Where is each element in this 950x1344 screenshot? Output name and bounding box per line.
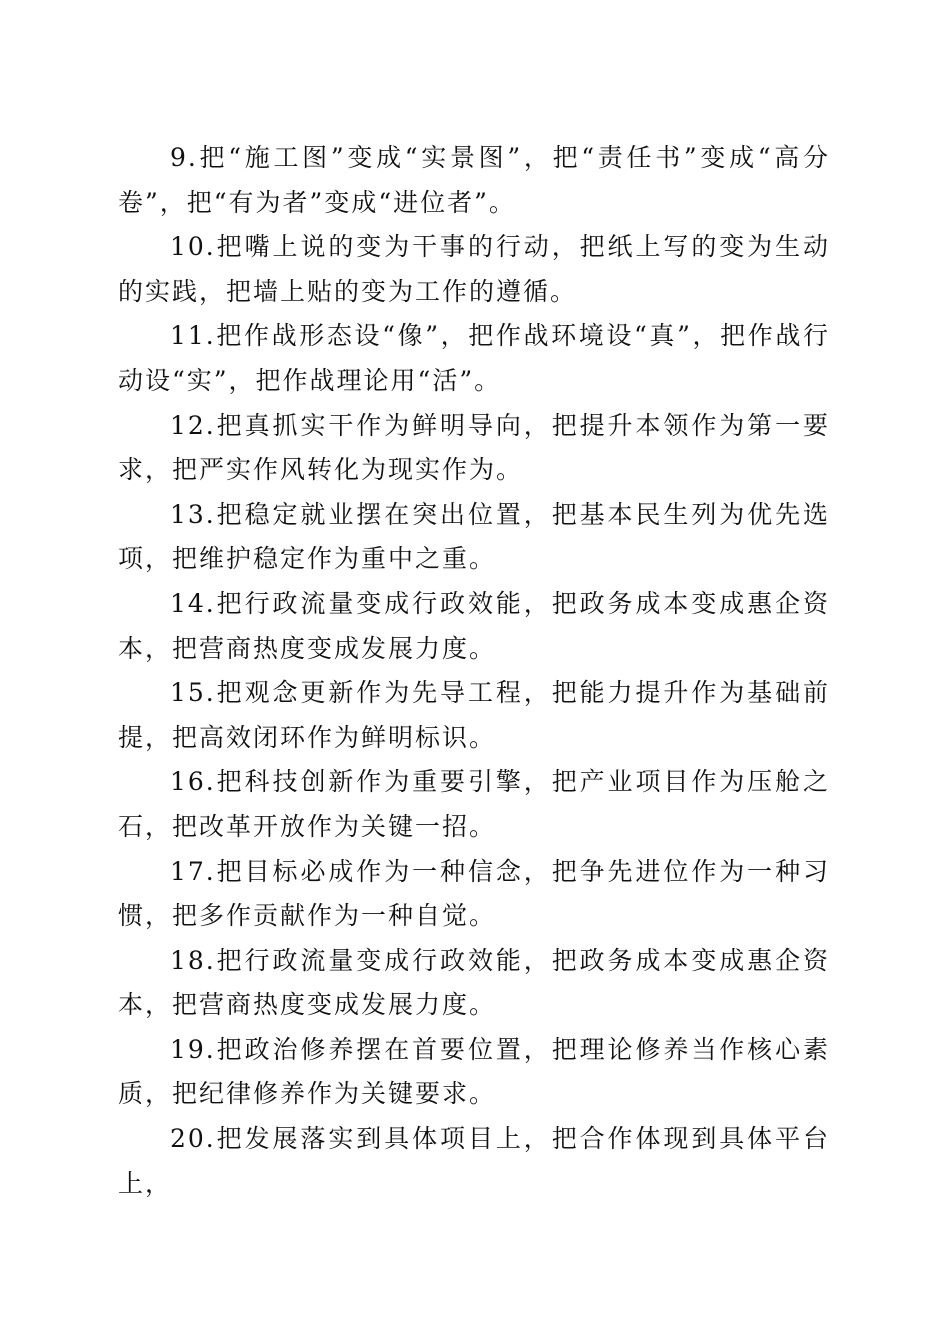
paragraph-11: 11.把作战形态设“像”，把作战环境设“真”，把作战行动设“实”，把作战理论用“活”。 xyxy=(118,321,830,395)
paragraph-14: 14.把行政流量变成行政效能，把政务成本变成惠企资本，把营商热度变成发展力度。 xyxy=(118,588,830,663)
paragraph-16: 16.把科技创新作为重要引擎，把产业项目作为压舱之石，把改革开放作为关键一招。 xyxy=(118,767,830,841)
document-body xyxy=(118,136,830,1206)
paragraph-17: 17.把目标必成作为一种信念，把争先进位作为一种习惯，把多作贡献作为一种自觉。 xyxy=(118,856,830,931)
paragraph-15: 15.把观念更新作为先导工程，把能力提升作为基础前提，把高效闭环作为鲜明标识。 xyxy=(118,678,830,752)
paragraph-12: 12.把真抓实干作为鲜明导向，把提升本领作为第一要求，把严实作风转化为现实作为。 xyxy=(118,410,830,485)
paragraph-9: 9.把“施工图”变成“实景图”，把“责任书”变成“高分卷”，把“有为者”变成“进位者”。 xyxy=(118,143,830,217)
paragraph-10: 10.把嘴上说的变为干事的行动，把纸上写的变为生动的实践，把墙上贴的变为工作的遵循。 xyxy=(118,232,830,306)
paragraph-13: 13.把稳定就业摆在突出位置，把基本民生列为优先选项，把维护稳定作为重中之重。 xyxy=(118,499,830,574)
paragraph-19: 19.把政治修养摆在首要位置，把理论修养当作核心素质，把纪律修养作为关键要求。 xyxy=(118,1034,830,1109)
paragraph-18: 18.把行政流量变成行政效能，把政务成本变成惠企资本，把营商热度变成发展力度。 xyxy=(118,945,830,1020)
paragraph-20: 20.把发展落实到具体项目上，把合作体现到具体平台上， xyxy=(118,1124,830,1198)
